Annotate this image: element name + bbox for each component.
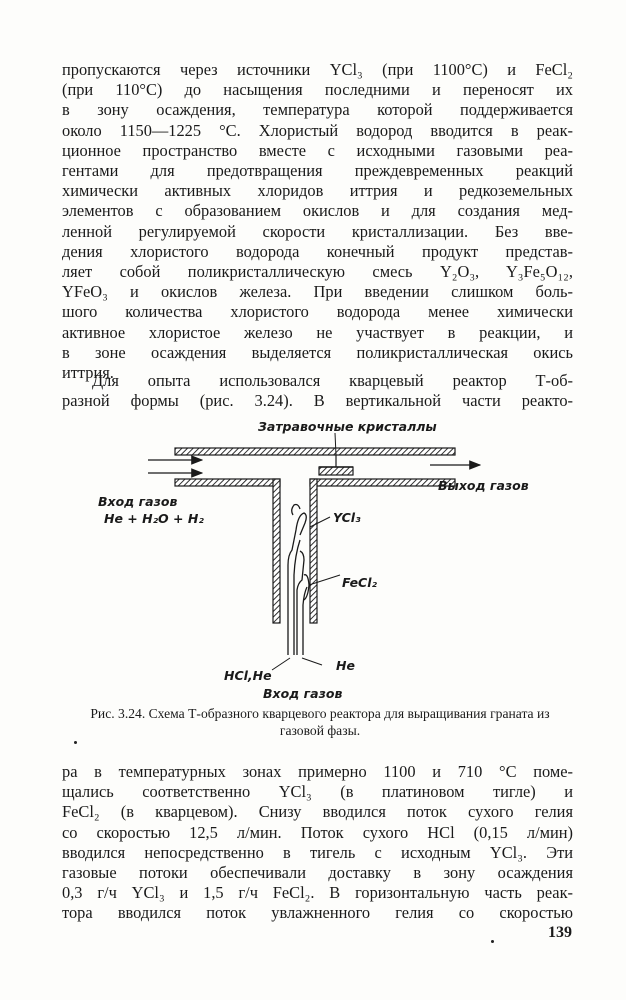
text-line: ляет собой поликристаллическую смесь Y₂O₃, Y₃Fe₅O₁₂, <box>62 262 573 282</box>
text-line: пропускаются через источники YCl₃ (при 1100°С) и FeCl₂ <box>62 60 573 79</box>
text-line: иттрия. <box>62 363 114 383</box>
paragraph-2 <box>62 371 573 411</box>
text-line: химически активных хлоридов иттрия и редкоземельных <box>62 181 573 201</box>
text-line: 0,3 г/ч YCl₃ и 1,5 г/ч FeCl₂. В горизонтальную часть реак- <box>62 883 573 903</box>
text-line: щались соответственно YCl₃ (в платиновом тигле) и <box>62 782 573 802</box>
text-line: дения хлористого водорода конечный продукт представ- <box>62 241 573 261</box>
text-line: тора вводился поток увлажненного гелия со скоростью <box>62 903 573 923</box>
text-line: ционное пространство вместе с исходными газовыми реа- <box>62 140 573 160</box>
text-line: FeCl₂ (в кварцевом). Снизу вводился поток сухого гелия <box>62 802 573 822</box>
figure-caption: Рис. 3.24. Схема Т-образного кварцевого реактора для выращивания граната из газовой фазы. <box>90 706 550 738</box>
text-line: ра в температурных зонах примерно 1100 и 710 °С поме- <box>62 762 573 781</box>
reactor-bottom-wall-left <box>175 479 280 486</box>
label-gas-mix: He + H₂O + H₂ <box>104 511 204 526</box>
paragraph-3 <box>62 762 573 924</box>
label-gas-inlet-bottom: Вход газов <box>263 686 343 701</box>
label-he: He <box>336 658 355 673</box>
reactor-vertical-wall-left <box>273 479 280 623</box>
page-number: 139 <box>548 924 572 941</box>
label-hcl-he: HCl,He <box>224 668 272 683</box>
text-line: гентами для предотвращения преждевременных реакций <box>62 161 573 181</box>
t-reactor-diagram <box>90 415 550 705</box>
text-line: разной формы (рис. 3.24). В вертикальной части реакто- <box>62 391 573 411</box>
text-line: в зону осаждения, температура которой поддерживается <box>62 100 573 120</box>
text-line: со скоростью 12,5 л/мин. Поток сухого HCl (0,15 л/мин) <box>62 822 573 842</box>
text-line: шого количества хлористого водорода менее химически <box>62 302 573 322</box>
label-ycl3: YCl₃ <box>333 510 361 525</box>
reactor-vertical-wall-right <box>310 479 317 623</box>
print-speck <box>74 741 77 744</box>
label-gas-inlet-left: Вход газов <box>98 494 178 509</box>
label-fecl2: FeCl₂ <box>342 575 377 590</box>
reactor-bottom-wall-right <box>310 479 455 486</box>
text-line: в зоне осаждения выделяется поликристаллическая окись <box>62 342 573 362</box>
text-line: вводился непосредственно в тигель с исходным YCl₃. Эти <box>62 842 573 862</box>
text-line: Для опыта использовался кварцевый реактор Т-об- <box>92 371 573 390</box>
text-line: около 1150—1225 °С. Хлористый водород вводится в реак- <box>62 120 573 140</box>
text-line: активное хлористое железо не участвует в реакции, и <box>62 322 573 342</box>
seed-holder <box>319 467 353 475</box>
paragraph-1 <box>62 60 573 383</box>
text-line: газовые потоки обеспечивали доставку в зону осаждения <box>62 863 573 883</box>
reactor-top-wall <box>175 448 455 455</box>
text-line: YFeO₃ и окислов железа. При введении слишком боль- <box>62 282 573 302</box>
text-line: ленной регулируемой скорости кристаллизации. Без вве- <box>62 221 573 241</box>
print-speck <box>491 940 494 943</box>
text-line: элементов с образованием окислов и для создания мед- <box>62 201 573 221</box>
reactor-figure <box>90 415 550 705</box>
label-seed-crystals: Затравочные кристаллы <box>258 419 437 434</box>
text-line: (при 110°С) до насыщения последними и переносят их <box>62 80 573 100</box>
label-gas-outlet: Выход газов <box>438 478 529 493</box>
